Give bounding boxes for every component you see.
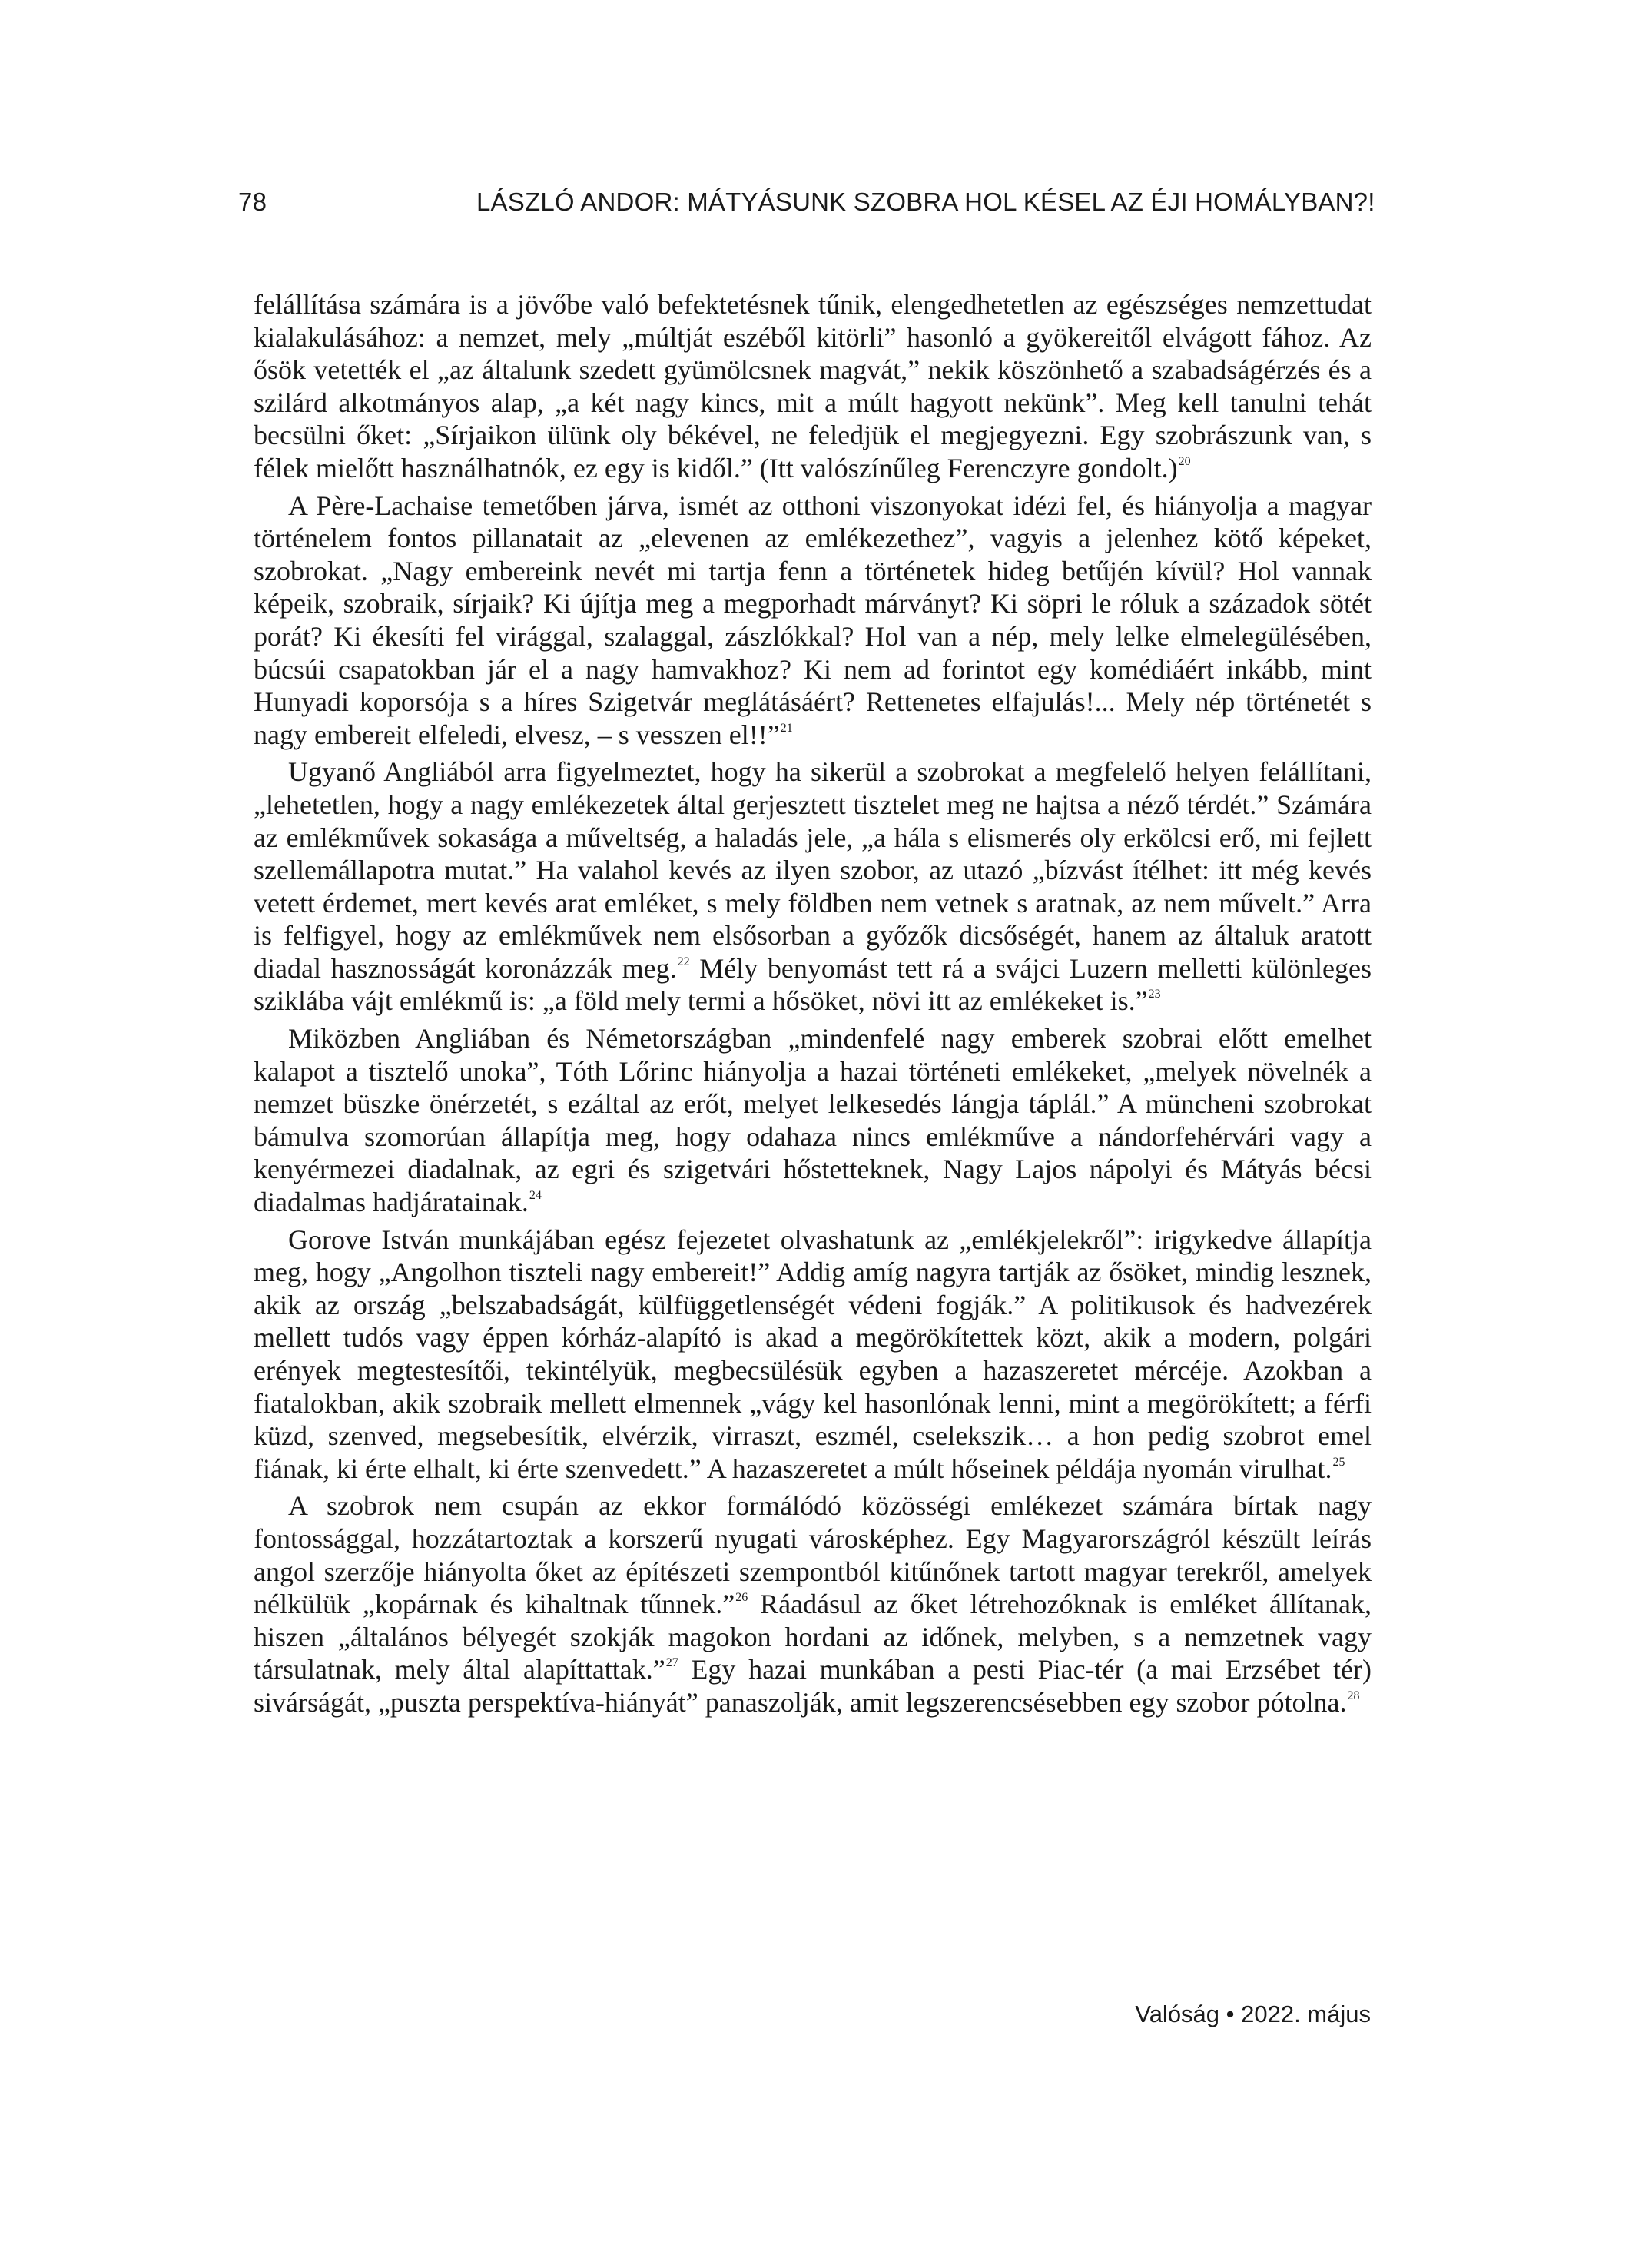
footnote-ref[interactable]: 25: [1332, 1455, 1345, 1469]
journal-footer: Valóság • 2022. május: [1135, 2001, 1371, 2027]
paragraph-text: felállítása számára is a jövőbe való befektetésnek tűnik, elengedhetetlen az egészséges nemzettudat kialakulásához: a nemzet, mely „múltját eszéből kitörli” hasonló a gyökereitől elvágott fához. Az ősök vetették el „az általunk szedett gyümölcsnek magvát,” nekik köszönhető a szabadságérzés és a szilárd alkotmányos alap, „a két nagy kincs, mit a múlt hagyott nekünk”. Meg kell tanulni tehát becsülni őket: „Sírjaikon ülünk oly békével, ne feledjük el megjegyezni. Egy szobrászunk van, s félek mielőtt használhatnók, ez egy is kidől.” (Itt valószínűleg Ferenczyre gondolt.): [254, 289, 1372, 483]
paragraph-5: [254, 1224, 1372, 1486]
running-head: LÁSZLÓ ANDOR: MÁTYÁSUNK SZOBRA HOL KÉSEL AZ ÉJI HOMÁLYBAN?!: [476, 188, 1375, 216]
paragraph-text: A Père-Lachaise temetőben járva, ismét az otthoni viszonyokat idézi fel, és hiányolja a magyar történelem fontos pillanatait az „elevenen az emlékezethez”, vagyis a jelenhez kötő képeket, szobrokat. „Nagy embereink nevét mi tartja fenn a történetek hideg betűjén kívül? Hol vannak képeik, szobraik, sírjaik? Ki újítja meg a megporhadt márványt? Ki söpri le róluk a századok sötét porát? Ki ékesíti fel virággal, szalaggal, zászlókkal? Hol van a nép, mely lelke elmelegülésében, búcsúi csapatokban jár el a nagy hamvakhoz? Ki nem ad forintot egy komédiáért inkább, mint Hunyadi koporsója s a híres Szigetvár meglátásáért? Rettenetes elfajulás!... Mely nép történetét s nagy embereit elfeledi, elvesz, – s vesszen el!!”: [254, 490, 1372, 750]
paragraph-4: [254, 1022, 1372, 1219]
article-body: [254, 288, 1372, 1724]
paragraph-text: Ugyanő Angliából arra figyelmeztet, hogy ha sikerül a szobrokat a megfelelő helyen felállítani, „lehetetlen, hogy a nagy emlékezetek által gerjesztett tisztelet meg ne hajtsa a néző térdét.” Számára az emlékművek sokasága a műveltség, a haladás jele, „a hála s elismerés oly erkölcsi erő, mi fejlett szellemállapotra mutat.” Ha valahol kevés az ilyen szobor, az utazó „bízvást ítélhet: itt még kevés vetett érdemet, mert kevés arat emléket, s mely földben nem vetnek s aratnak, az nem művelt.” Arra is felfigyel, hogy az emlékművek nem elsősorban a győzők dicsőségét, hanem az általuk aratott diadal hasznosságát koronázzák meg.: [254, 756, 1372, 984]
paragraph-text: Ráadásul az őket létrehozóknak is emléket állítanak, hiszen „általános bélyegét szokják magokon hordani az időnek, melyben, s a nemzetnek vagy társulatnak, mely által alapíttattak.”: [254, 1589, 1372, 1685]
paragraph-text: Miközben Angliában és Németországban „mindenfelé nagy emberek szobrai előtt emelhet kalapot a tisztelő unoka”, Tóth Lőrinc hiányolja a hazai történeti emlékeket, „melyek növelnék a nemzet büszke önérzetét, s ezáltal az erőt, melyet lelkesedés lángja táplál.” A müncheni szobrokat bámulva szomorúan állapítja meg, hogy odahaza nincs emlékműve a nándorfehérvári vagy a kenyérmezei diadalnak, az egri és szigetvári hőstetteknek, Nagy Lajos nápolyi és Mátyás bécsi diadalmas hadjáratainak.: [254, 1023, 1372, 1218]
paragraph-3: [254, 755, 1372, 1018]
paragraph-6: [254, 1489, 1372, 1718]
footnote-ref[interactable]: 22: [677, 955, 690, 968]
paragraph-text: A szobrok nem csupán az ekkor formálódó közösségi emlékezet számára bírtak nagy fontossággal, hozzátartoztak a korszerű nyugati városképhez. Egy Magyarországról készült leírás angol szerzője hiányolta őket az építészeti szempontból kitűnőnek tartott magyar terekről, amelyek nélkülük „kopárnak és kihaltnak tűnnek.”: [254, 1490, 1372, 1620]
footnote-ref[interactable]: 28: [1347, 1689, 1360, 1702]
paragraph-text: Egy hazai munkában a pesti Piac-tér (a mai Erzsébet tér) sivárságát, „puszta perspektíva-hiányát” panaszolják, amit legszerencsésebben egy szobor pótolna.: [254, 1654, 1372, 1718]
footnote-ref[interactable]: 27: [665, 1656, 678, 1670]
paragraph-1: [254, 288, 1372, 485]
page-number: 78: [238, 188, 267, 216]
footnote-ref[interactable]: 24: [529, 1189, 542, 1203]
footnote-ref[interactable]: 21: [780, 721, 793, 735]
footnote-ref[interactable]: 20: [1178, 454, 1191, 468]
footnote-ref[interactable]: 23: [1148, 988, 1161, 1001]
paragraph-2: [254, 490, 1372, 752]
paragraph-text: Mély benyomást tett rá a svájci Luzern melletti különleges sziklába vájt emlékmű is: „a föld mely termi a hősöket, növi itt az emlékeket is.”: [254, 952, 1372, 1017]
footnote-ref[interactable]: 26: [735, 1591, 748, 1605]
paragraph-text: Gorove István munkájában egész fejezetet olvashatunk az „emlékjelekről”: irigykedve állapítja meg, hogy „Angolhon tiszteli nagy embereit!” Addig amíg nagyra tartják az ősöket, mindig lesznek, akik az ország „belszabadságát, külfüggetlenségét védeni fogják.” A politikusok és hadvezérek mellett tudós vagy éppen kórház-alapító is akad a megörökítettek közt, akik a modern, polgári erények megtestesítői, tekintélyük, megbecsülésük egyben a hazaszeretet mércéje. Azokban a fiatalokban, akik szobraik mellett elmennek „vágy kel hasonlónak lenni, mint a megörökített; a férfi küzd, szenved, megsebesítik, elvérzik, virraszt, eszmél, cselekszik… a hon pedig szobrot emel fiának, ki érte elhalt, ki érte szenvedett.” A hazaszeretet a múlt hőseinek példája nyomán virulhat.: [254, 1224, 1372, 1484]
